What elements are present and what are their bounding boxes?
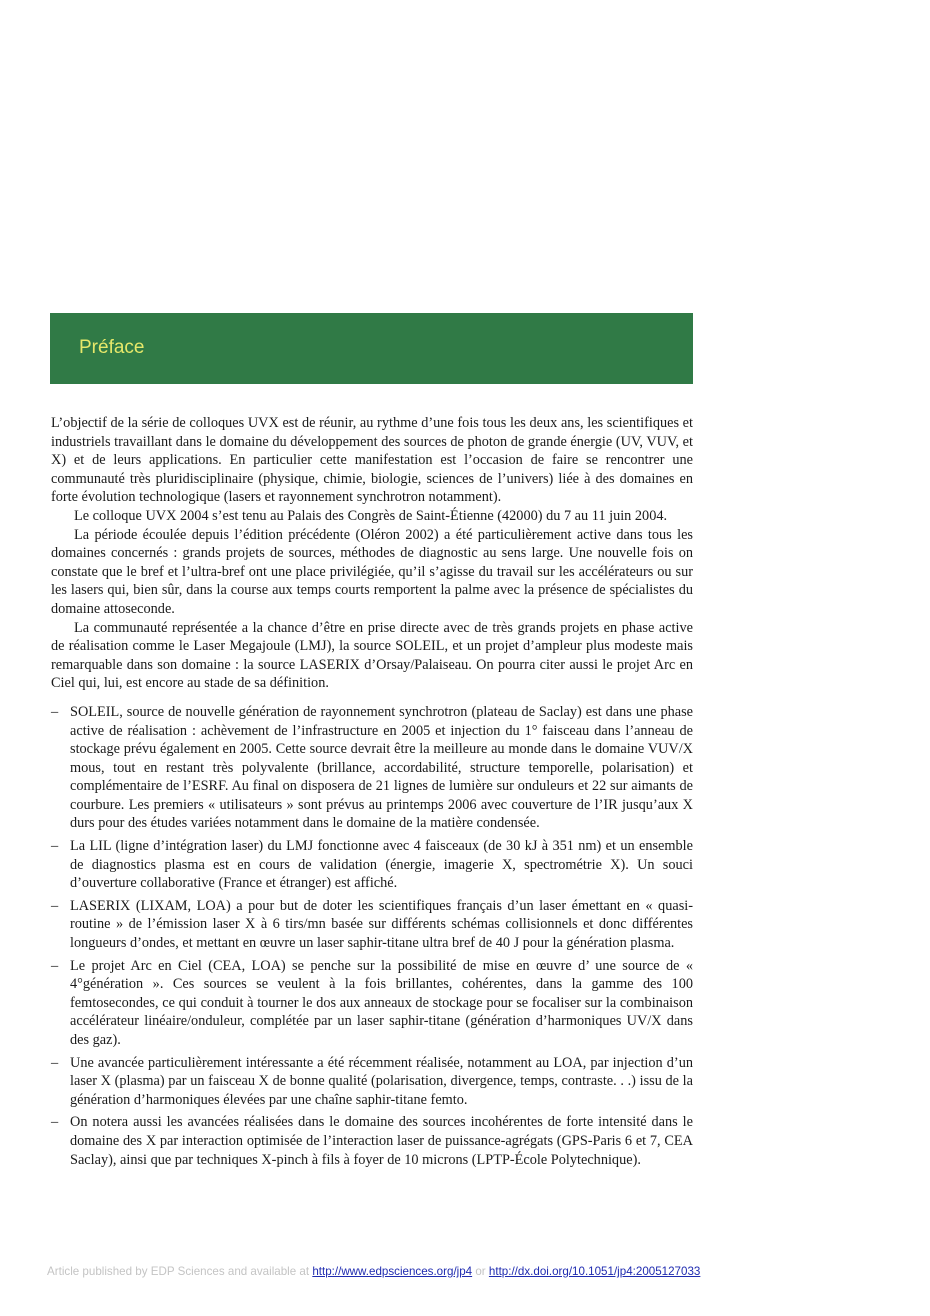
list-item	[51, 837, 693, 893]
bullet-dash: –	[51, 957, 59, 974]
bullet-list	[51, 703, 693, 1169]
edp-link[interactable]: http://www.edpsciences.org/jp4	[312, 1265, 473, 1278]
list-item	[51, 897, 693, 953]
list-item-text: Le projet Arc en Ciel (CEA, LOA) se penche sur la possibilité de mise en œuvre d’ une source de « 4°génération ». Ces sources se veulent à la fois brillantes, cohérentes, dans la gamme des 100 femtosecondes, ce qui conduit à tourner le dos aux anneaux de stockage pour se focaliser sur la combinaison accélérateur linéaire/onduleur, complétée par un laser saphir-titane (génération d’harmoniques UV/X dans des gaz).	[70, 957, 693, 1048]
article-body	[51, 414, 693, 1173]
list-item	[51, 703, 693, 833]
list-item-text: Une avancée particulièrement intéressante a été récemment réalisée, notamment au LOA, par injection d’un laser X (plasma) par un faisceau X de bonne qualité (polarisation, divergence, temps, contraste. . .) issu de la génération d’harmoniques élevées par une chaîne saphir-titane femto.	[70, 1054, 693, 1108]
list-item	[51, 1054, 693, 1110]
paragraph: L’objectif de la série de colloques UVX est de réunir, au rythme d’une fois tous les deux ans, les scientifiques et industriels travaillant dans le domaine du développement des sources de photon de grande énergie (UV, VUV, et X) et de leurs applications. En particulier cette manifestation est l’occasion de faire se rencontrer une communauté très pluridisciplinaire (physique, chimie, biologie, sciences de l’univers) liée à des domaines en forte évolution technologique (lasers et rayonnement synchrotron notamment).	[51, 415, 693, 506]
bullet-dash: –	[51, 838, 59, 855]
list-item-text: La LIL (ligne d’intégration laser) du LMJ fonctionne avec 4 faisceaux (de 30 kJ à 351 nm) et un ensemble de diagnostics plasma est en cours de validation (énergie, imagerie X, spectrométrie X). Un souci d’ouverture collaborative (France et étranger) est affiché.	[70, 838, 693, 892]
doi-link[interactable]: http://dx.doi.org/10.1051/jp4:2005127033	[488, 1265, 701, 1278]
paragraph: La période écoulée depuis l’édition précédente (Oléron 2002) a été particulièrement active dans tous les domaines concernés : grands projets de sources, méthodes de diagnostic au sens large. Une nouvelle fois on constate que le bref et l’ultra-bref ont une place privilégiée, qu’il s’agisse du travail sur les accélérateurs ou sur les lasers qui, bien sûr, dans la course aux temps courts remportent la palme avec la présence de spécialistes du domaine attoseconde.	[51, 526, 693, 617]
section-banner	[50, 313, 693, 384]
paragraph: La communauté représentée a la chance d’être en prise directe avec de très grands projets en phase active de réalisation comme le Laser Megajoule (LMJ), la source SOLEIL, et un projet d’ampleur plus modeste mais remarquable dans son domaine : la source LASERIX d’Orsay/Palaiseau. On pourra citer aussi le projet Arc en Ciel qui, lui, est encore au stade de sa définition.	[51, 619, 693, 692]
section-title: Préface	[79, 337, 145, 358]
bullet-dash: –	[51, 1114, 59, 1131]
footer-separator: or	[472, 1265, 489, 1278]
paragraph: Le colloque UVX 2004 s’est tenu au Palais des Congrès de Saint-Étienne (42000) du 7 au 11 juin 2004.	[74, 507, 668, 524]
bullet-dash: –	[51, 897, 59, 914]
list-item-text: SOLEIL, source de nouvelle génération de rayonnement synchrotron (plateau de Saclay) est dans une phase active de réalisation : achèvement de l’infrastructure en 2005 et injection du 1° faisceau dans l’anneau de stockage prévu également en 2005. Cette source devrait être la meilleure au monde dans le domaine VUV/X mous, tout en restant très polyvalente (brillance, accordabilité, structure temporelle, polarisation) et complémentaire de l’ESRF. Au final on disposera de 21 lignes de lumière sur onduleurs et 22 sur aimants de courbure. Les premiers « utilisateurs » sont prévus au printemps 2006 avec couverture de l’IR jusqu’aux X durs pour des études variées notamment dans le domaine de la matière condensée.	[70, 703, 693, 832]
list-item-text: LASERIX (LIXAM, LOA) a pour but de doter les scientifiques français d’un laser émettant en « quasi-routine » de l’émission laser X à 6 tirs/mn basée sur différents schémas collisionnels et donc différentes longueurs d’ondes, et mettant en œuvre un laser saphir-titane ultra bref de 40 J pour la génération plasma.	[70, 897, 693, 952]
publication-footer	[47, 1265, 700, 1278]
footer-prefix: Article published by EDP Sciences and available at	[47, 1265, 313, 1278]
bullet-dash: –	[51, 703, 59, 720]
list-item	[51, 1113, 693, 1169]
list-item-text: On notera aussi les avancées réalisées dans le domaine des sources incohérentes de forte intensité dans le domaine des X par interaction optimisée de l’interaction laser de puissance-agrégats (GPS-Paris 6 et 7, CEA Saclay), ainsi que par techniques X-pinch à fils à foyer de 10 microns (LPTP-École Polytechnique).	[70, 1114, 693, 1168]
bullet-dash: –	[51, 1054, 59, 1071]
list-item	[51, 957, 693, 1050]
